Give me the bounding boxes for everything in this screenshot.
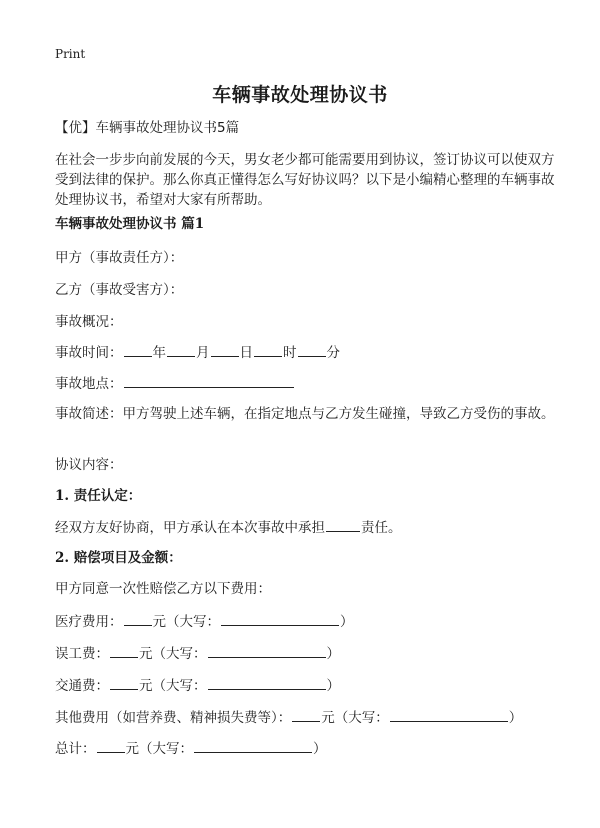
fee-close: ） bbox=[326, 678, 340, 694]
accident-place-line bbox=[55, 373, 552, 394]
fee-close: ） bbox=[313, 741, 327, 757]
fee-label: 其他费用（如营养费、精神损失费等）： bbox=[55, 710, 292, 726]
lost-wages-line bbox=[55, 643, 552, 664]
day-blank bbox=[211, 342, 239, 357]
party-b-line: 乙方（事故受害方）： bbox=[55, 282, 184, 298]
hour-unit: 时 bbox=[283, 345, 297, 361]
medical-fee-line bbox=[55, 611, 552, 632]
fee-close: ） bbox=[508, 710, 523, 726]
overview-label: 事故概况： bbox=[55, 314, 123, 330]
fee-close: ） bbox=[326, 646, 340, 662]
amount-blank bbox=[292, 707, 320, 722]
fee-unit: 元（大写： bbox=[125, 741, 193, 757]
clause2-heading: 2. 赔偿项目及金额： bbox=[55, 550, 182, 566]
document-subtitle: 【优】车辆事故处理协议书5篇 bbox=[55, 120, 240, 136]
fee-label: 误工费： bbox=[55, 646, 109, 662]
total-fee-line bbox=[55, 738, 552, 759]
hour-blank bbox=[254, 342, 282, 357]
amount-blank bbox=[110, 675, 138, 690]
uppercase-amount-blank bbox=[390, 707, 508, 722]
fee-close: ） bbox=[340, 614, 354, 630]
time-label: 事故时间： bbox=[55, 345, 123, 361]
month-unit: 月 bbox=[196, 345, 210, 361]
minute-blank bbox=[298, 342, 326, 357]
fee-label: 医疗费用： bbox=[55, 614, 123, 630]
party-a-line: 甲方（事故责任方）： bbox=[55, 250, 184, 266]
clause1-text-after: 责任。 bbox=[361, 520, 402, 536]
amount-blank bbox=[124, 611, 152, 626]
accident-time-line bbox=[55, 342, 552, 363]
place-label: 事故地点： bbox=[55, 376, 123, 392]
fee-label: 交通费： bbox=[55, 678, 109, 694]
uppercase-amount-blank bbox=[221, 611, 339, 626]
section-heading: 车辆事故处理协议书 篇1 bbox=[55, 216, 205, 232]
fee-unit: 元（大写： bbox=[321, 710, 389, 726]
day-unit: 日 bbox=[239, 345, 253, 361]
fee-unit: 元（大写： bbox=[139, 678, 207, 694]
transport-fee-line bbox=[55, 675, 552, 696]
clause1-text bbox=[55, 517, 552, 538]
uppercase-amount-blank bbox=[194, 738, 312, 753]
clause1-heading: 1. 责任认定： bbox=[55, 488, 142, 504]
amount-blank bbox=[97, 738, 125, 753]
other-fee-line bbox=[55, 707, 552, 728]
year-unit: 年 bbox=[152, 345, 166, 361]
agreement-label: 协议内容： bbox=[55, 457, 123, 473]
clause2-intro: 甲方同意一次性赔偿乙方以下费用： bbox=[55, 581, 271, 597]
year-blank bbox=[124, 342, 152, 357]
clause1-text-before: 经双方友好协商，甲方承认在本次事故中承担 bbox=[55, 520, 325, 536]
description-paragraph: 事故简述：甲方驾驶上述车辆，在指定地点与乙方发生碰撞，导致乙方受伤的事故。 bbox=[55, 406, 555, 422]
minute-unit: 分 bbox=[326, 345, 340, 361]
fee-unit: 元（大写： bbox=[139, 646, 207, 662]
uppercase-amount-blank bbox=[208, 643, 326, 658]
responsibility-blank bbox=[326, 517, 360, 532]
document-title: 车辆事故处理协议书 bbox=[212, 84, 388, 106]
month-blank bbox=[167, 342, 195, 357]
fee-unit: 元（大写： bbox=[152, 614, 220, 630]
place-blank bbox=[124, 373, 294, 388]
fee-label: 总计： bbox=[55, 741, 96, 757]
amount-blank bbox=[110, 643, 138, 658]
print-label[interactable]: Print bbox=[55, 47, 86, 61]
uppercase-amount-blank bbox=[208, 675, 326, 690]
intro-paragraph: 在社会一步步向前发展的今天，男女老少都可能需要用到协议，签订协议可以使双方受到法律的保护。那么你真正懂得怎么写好协议吗？以下是小编精心整理的车辆事故处理协议书，希望对大家有所帮助。 bbox=[55, 152, 555, 208]
